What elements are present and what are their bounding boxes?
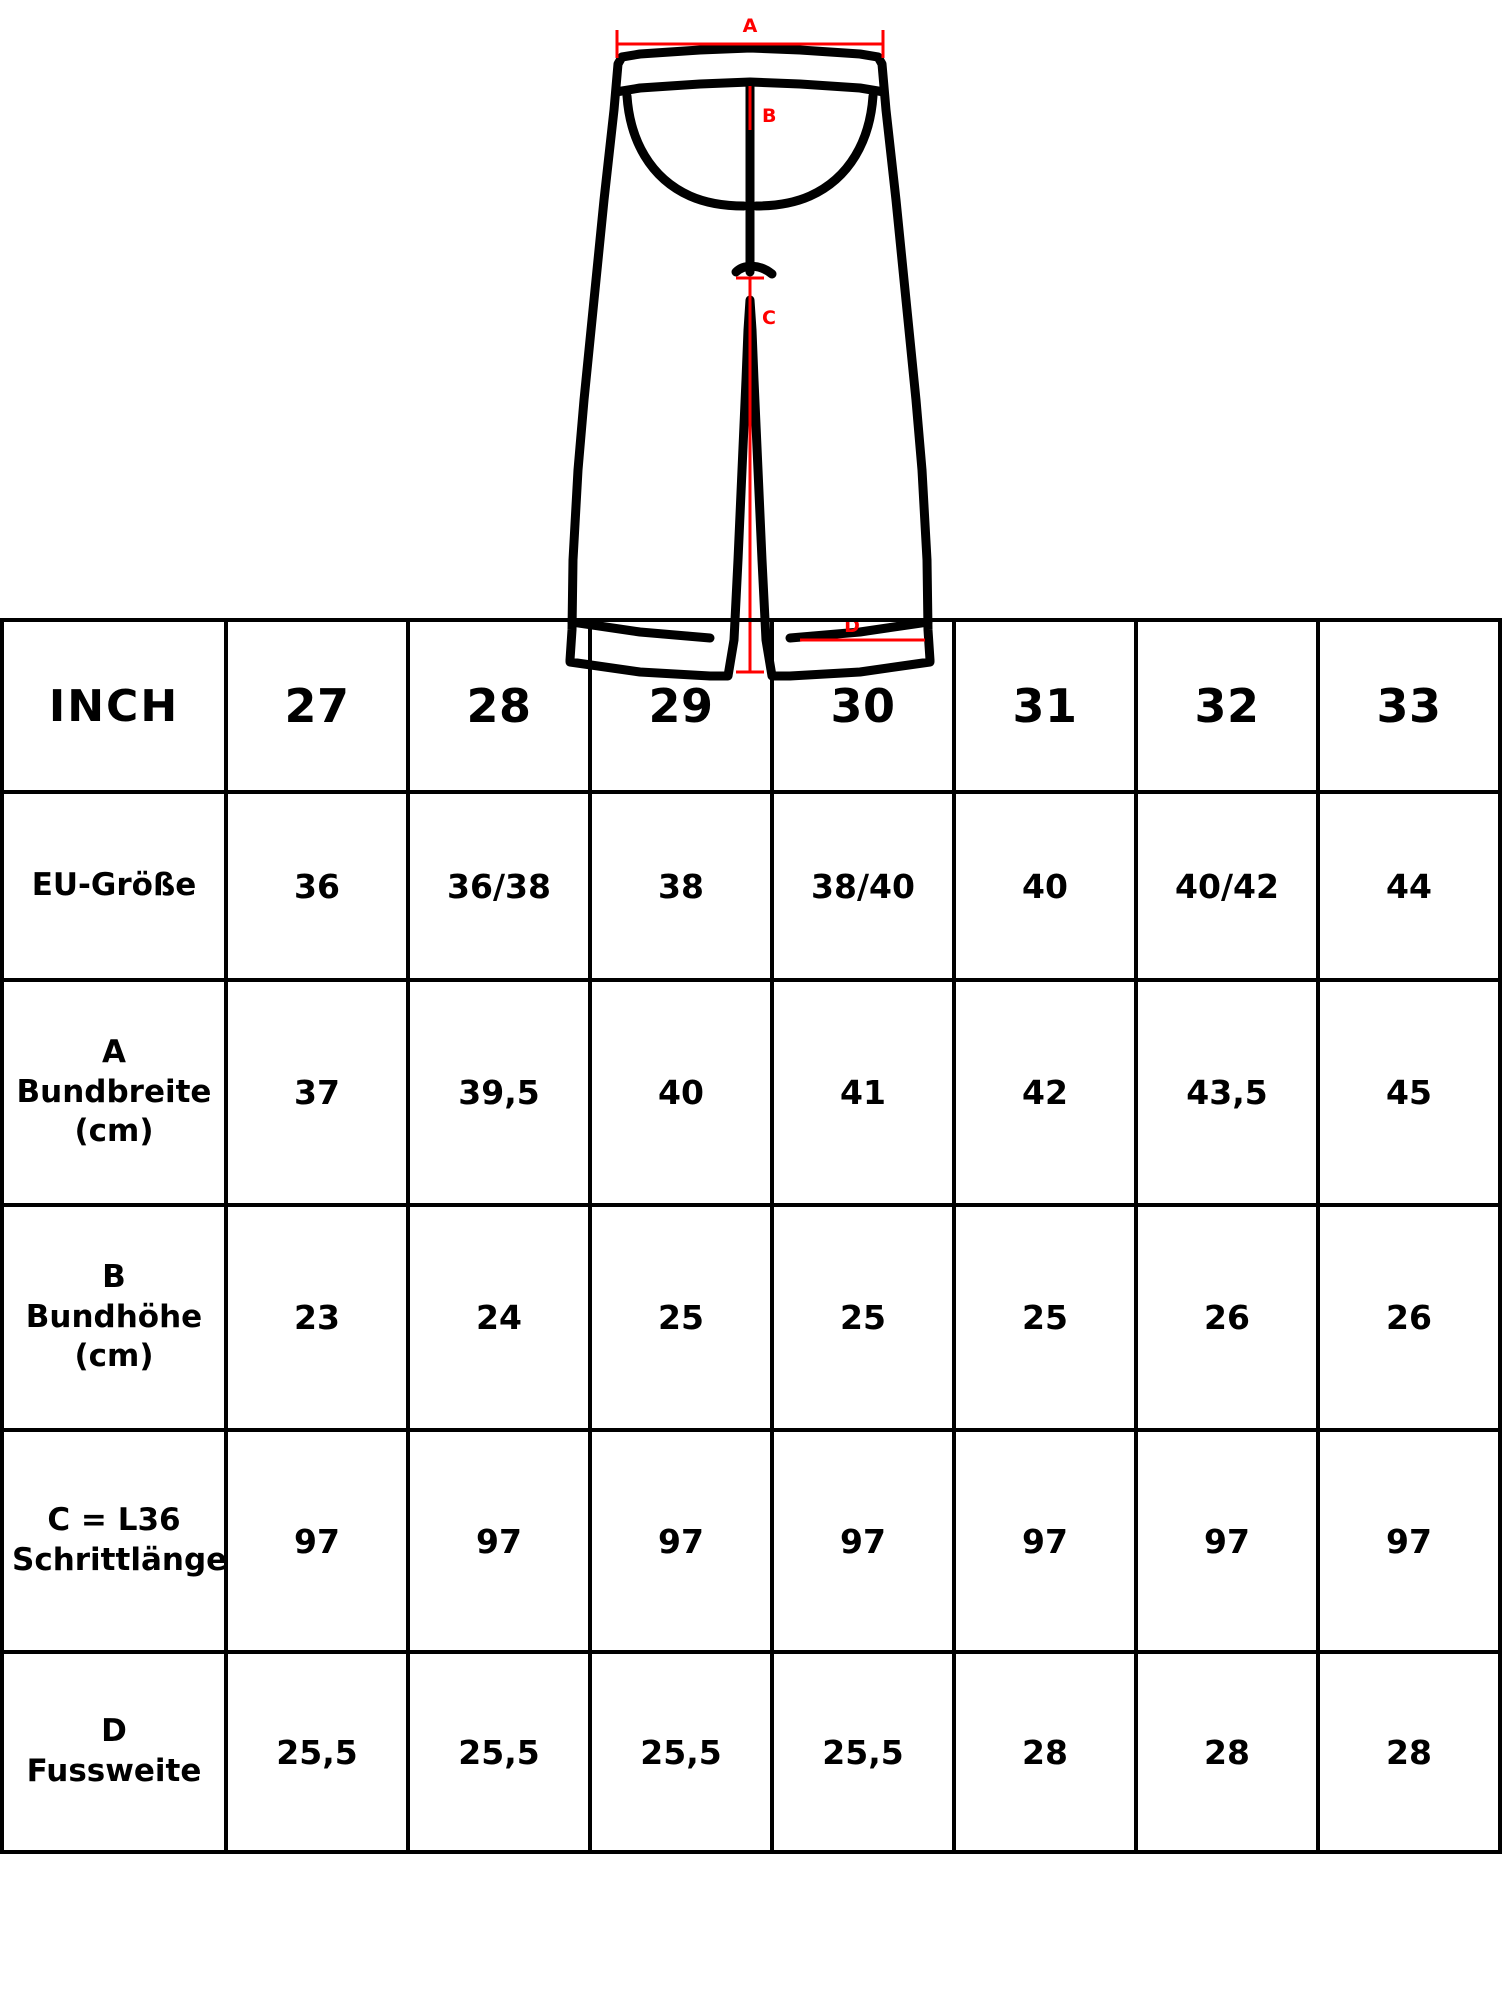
cell-c-inseam-27: 97 — [226, 1430, 408, 1652]
cell-eu-size-27: 36 — [226, 792, 408, 980]
cell-c-inseam-30: 97 — [772, 1430, 954, 1652]
header-size-29: 29 — [590, 620, 772, 792]
cell-eu-size-32: 40/42 — [1136, 792, 1318, 980]
cell-a-waist-width-31: 42 — [954, 980, 1136, 1205]
trousers-measurement-diagram — [0, 0, 1500, 637]
cell-eu-size-29: 38 — [590, 792, 772, 980]
cell-eu-size-30: 38/40 — [772, 792, 954, 980]
cell-d-leg-opening-30: 25,5 — [772, 1652, 954, 1852]
cell-a-waist-width-28: 39,5 — [408, 980, 590, 1205]
size-table-wrapper — [0, 618, 1500, 1854]
header-size-28: 28 — [408, 620, 590, 792]
table-row — [2, 1430, 1500, 1652]
header-size-33: 33 — [1318, 620, 1500, 792]
header-unit-label: INCH — [2, 620, 226, 792]
row-label-eu-size: EU-Größe — [2, 792, 226, 980]
cell-b-waist-height-28: 24 — [408, 1205, 590, 1430]
table-header-row — [2, 620, 1500, 792]
cell-a-waist-width-27: 37 — [226, 980, 408, 1205]
row-label-d-leg-opening: D Fussweite — [2, 1652, 226, 1852]
cell-b-waist-height-29: 25 — [590, 1205, 772, 1430]
table-row — [2, 1205, 1500, 1430]
cell-d-leg-opening-33: 28 — [1318, 1652, 1500, 1852]
cell-d-leg-opening-32: 28 — [1136, 1652, 1318, 1852]
label-a: A — [742, 15, 758, 37]
cell-b-waist-height-27: 23 — [226, 1205, 408, 1430]
row-label-b-waist-height: B Bundhöhe (cm) — [2, 1205, 226, 1430]
header-size-32: 32 — [1136, 620, 1318, 792]
cell-d-leg-opening-31: 28 — [954, 1652, 1136, 1852]
cell-c-inseam-32: 97 — [1136, 1430, 1318, 1652]
table-row — [2, 792, 1500, 980]
header-size-31: 31 — [954, 620, 1136, 792]
cell-eu-size-33: 44 — [1318, 792, 1500, 980]
cell-b-waist-height-33: 26 — [1318, 1205, 1500, 1430]
cell-b-waist-height-30: 25 — [772, 1205, 954, 1430]
cell-a-waist-width-32: 43,5 — [1136, 980, 1318, 1205]
cell-c-inseam-28: 97 — [408, 1430, 590, 1652]
row-label-a-waist-width: A Bundbreite (cm) — [2, 980, 226, 1205]
table-row — [2, 980, 1500, 1205]
cell-a-waist-width-33: 45 — [1318, 980, 1500, 1205]
label-b: B — [762, 105, 777, 127]
cell-c-inseam-29: 97 — [590, 1430, 772, 1652]
cell-c-inseam-33: 97 — [1318, 1430, 1500, 1652]
table-row — [2, 1652, 1500, 1852]
label-d: D — [844, 615, 860, 637]
cell-d-leg-opening-29: 25,5 — [590, 1652, 772, 1852]
cell-d-leg-opening-27: 25,5 — [226, 1652, 408, 1852]
cell-d-leg-opening-28: 25,5 — [408, 1652, 590, 1852]
cell-a-waist-width-30: 41 — [772, 980, 954, 1205]
cell-b-waist-height-32: 26 — [1136, 1205, 1318, 1430]
header-size-27: 27 — [226, 620, 408, 792]
size-table — [0, 618, 1502, 1854]
cell-eu-size-31: 40 — [954, 792, 1136, 980]
row-label-c-inseam: C = L36 Schrittlänge — [2, 1430, 226, 1652]
header-size-30: 30 — [772, 620, 954, 792]
cell-eu-size-28: 36/38 — [408, 792, 590, 980]
cell-c-inseam-31: 97 — [954, 1430, 1136, 1652]
label-c: C — [762, 307, 776, 329]
cell-a-waist-width-29: 40 — [590, 980, 772, 1205]
cell-b-waist-height-31: 25 — [954, 1205, 1136, 1430]
